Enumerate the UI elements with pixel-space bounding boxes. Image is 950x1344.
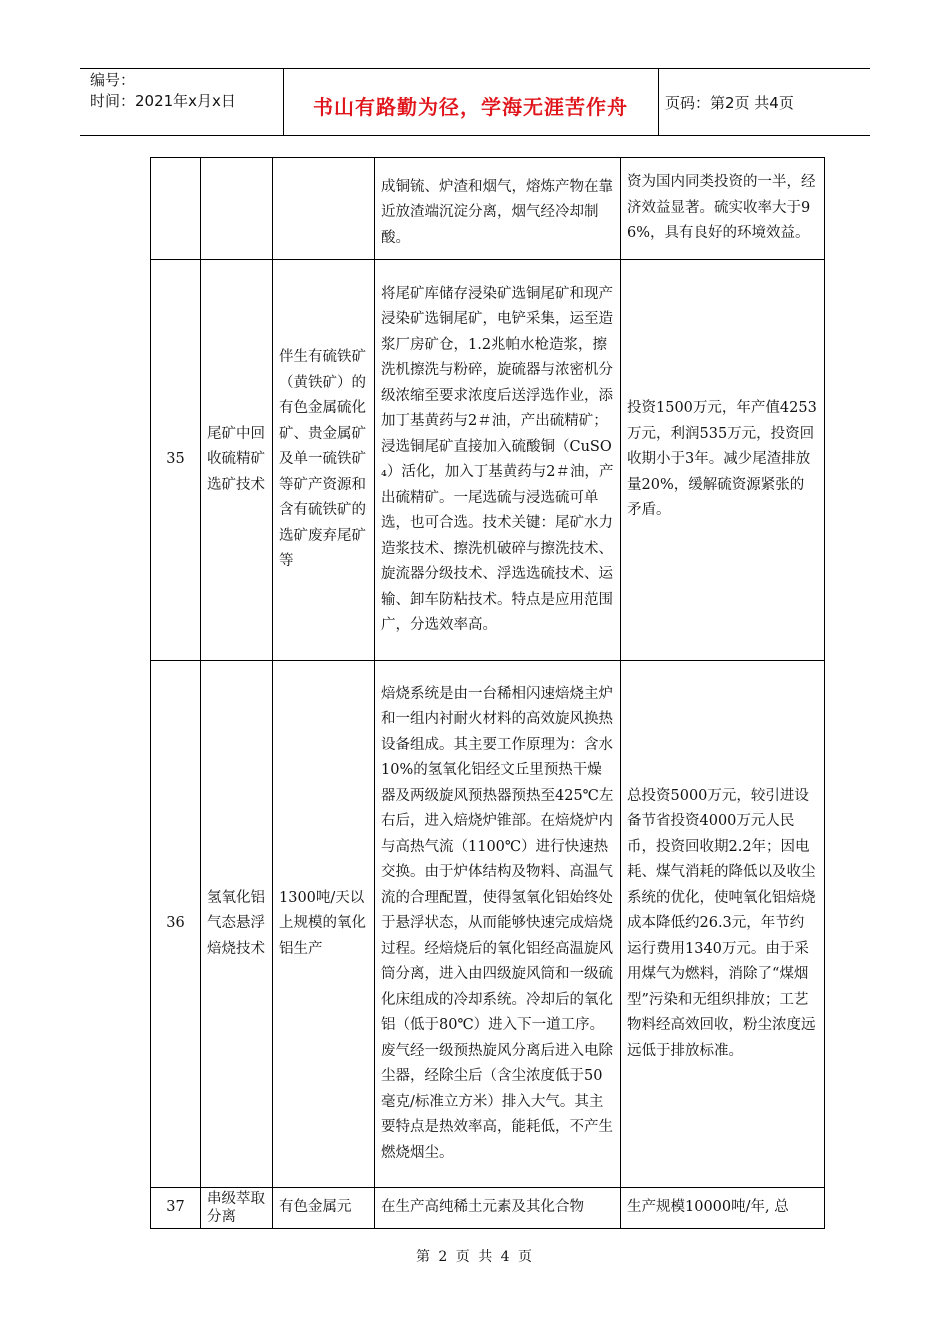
row-number: 35 — [151, 260, 201, 661]
table-row — [151, 661, 825, 1188]
row-number — [151, 158, 201, 260]
header-meta — [90, 70, 236, 112]
row-number: 37 — [151, 1188, 201, 1229]
investment-benefit: 资为国内同类投资的一半，经济效益显著。硫实收率大于96%，具有良好的环境效益。 — [621, 158, 825, 260]
header-bottom-rule — [80, 135, 870, 136]
investment-benefit: 总投资5000万元，较引进设备节省投资4000万元人民币，投资回收期2.2年；因电耗、煤气消耗的降低以及收尘系统的优化，使吨氧化铝焙烧成本降低约26.3元，年节约运行费用1340万元。由于采用煤气为燃料，消除了“煤烟型”污染和无组织排放；工艺物料经高效回收，粉尘浓度远远低于排放标准。 — [621, 661, 825, 1188]
technology-name: 尾矿中回收硫精矿选矿技术 — [201, 260, 273, 661]
table-row — [151, 260, 825, 661]
application-scope — [273, 158, 375, 260]
technology-name: 串级萃取分离 — [201, 1188, 273, 1229]
application-scope: 伴生有硫铁矿（黄铁矿）的有色金属硫化矿、贵金属矿及单一硫铁矿等矿产资源和含有硫铁矿的选矿废弃尾矿等 — [273, 260, 375, 661]
row-number: 36 — [151, 661, 201, 1188]
header-divider-right — [658, 68, 659, 135]
technology-name — [201, 158, 273, 260]
page-footer: 第 2 页 共 4 页 — [415, 1249, 535, 1265]
technology-name: 氢氧化铝气态悬浮焙烧技术 — [201, 661, 273, 1188]
document-number-label: 编号： — [90, 71, 136, 89]
technology-content: 将尾矿库储存浸染矿选铜尾矿和现产浸染矿选铜尾矿，电铲采集，运至造浆厂房矿仓，1.2兆帕水枪造浆，擦洗机擦洗与粉碎，旋硫器与浓密机分级浓缩至要求浓度后送浮选作业，添加丁基黄药与2＃油，产出硫精矿；浸选铜尾矿直接加入硫酸铜（CuSO₄）活化，加入丁基黄药与2＃油，产出硫精矿。一尾选硫与浸选硫可单选，也可合选。技术关键：尾矿水力造浆技术、擦洗机破碎与擦洗技术、旋流器分级技术、浮选选硫技术、运输、卸车防粘技术。特点是应用范围广，分选效率高。 — [375, 260, 621, 661]
application-scope: 有色金属元 — [273, 1188, 375, 1229]
technology-table — [150, 157, 825, 1229]
table-row — [151, 158, 825, 260]
header-top-rule — [80, 68, 870, 69]
header-page-number: 页码：第2页 共4页 — [665, 94, 794, 112]
technology-content: 成铜锍、炉渣和烟气，熔炼产物在靠近放渣端沉淀分离，烟气经冷却制酸。 — [375, 158, 621, 260]
table-row — [151, 1188, 825, 1229]
document-date-label: 时间：2021年x月x日 — [90, 92, 236, 110]
technology-content: 焙烧系统是由一台稀相闪速焙烧主炉和一组内衬耐火材料的高效旋风换热设备组成。其主要工作原理为：含水10%的氢氧化铝经文丘里预热干燥器及两级旋风预热器预热至425℃左右后，进入焙烧炉锥部。在焙烧炉内与高热气流（1100℃）进行快速热交换。由于炉体结构及物料、高温气流的合理配置，使得氢氧化铝始终处于悬浮状态，从而能够快速完成焙烧过程。经焙烧后的氧化铝经高温旋风筒分离，进入由四级旋风筒和一级硫化床组成的冷却系统。冷却后的氧化铝（低于80℃）进入下一道工序。废气经一级预热旋风分离后进入电除尘器，经除尘后（含尘浓度低于50毫克/标准立方米）排入大气。其主要特点是热效率高，能耗低，不产生燃烧烟尘。 — [375, 661, 621, 1188]
investment-benefit: 投资1500万元，年产值4253万元，利润535万元，投资回收期小于3年。减少尾渣排放量20%，缓解硫资源紧张的矛盾。 — [621, 260, 825, 661]
technology-content: 在生产高纯稀土元素及其化合物 — [375, 1188, 621, 1229]
application-scope: 1300吨/天以上规模的氧化铝生产 — [273, 661, 375, 1188]
investment-benefit: 生产规模10000吨/年, 总 — [621, 1188, 825, 1229]
header-motto: 书山有路勤为径，学海无涯苦作舟 — [313, 95, 628, 119]
